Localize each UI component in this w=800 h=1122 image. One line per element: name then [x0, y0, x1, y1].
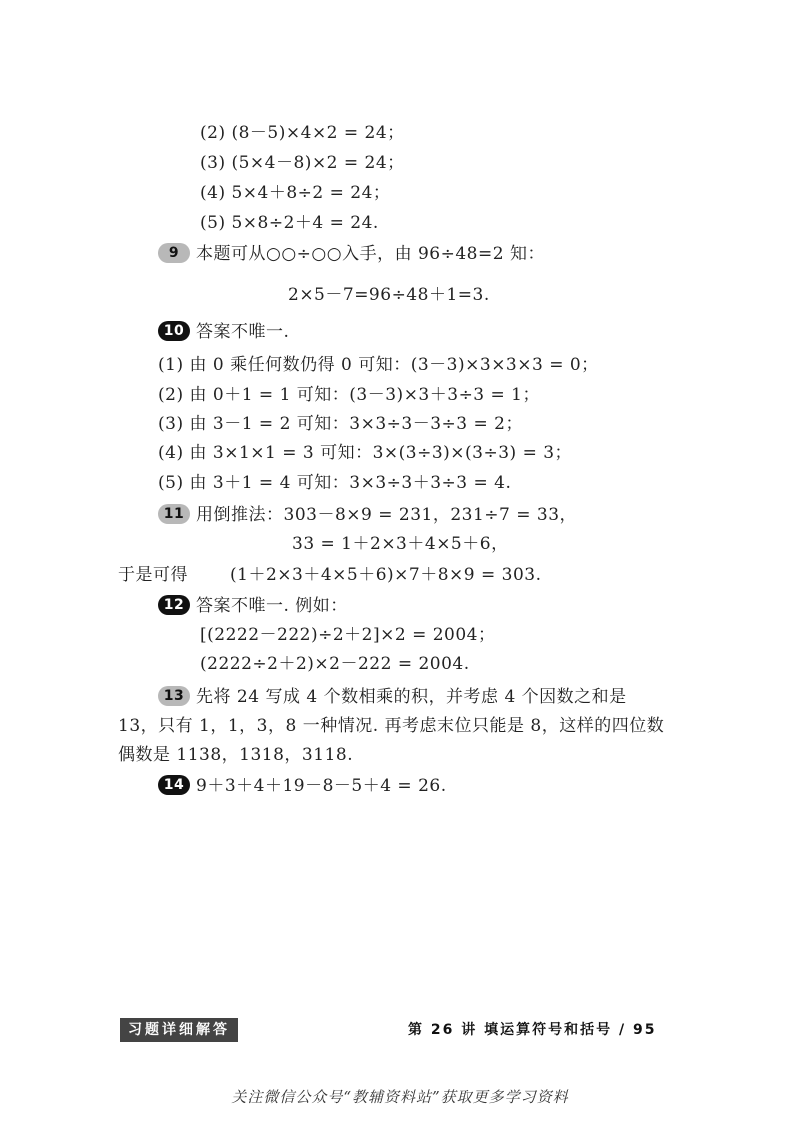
question-10 — [158, 319, 289, 345]
answer-line: 13，只有 1，1，3，8 一种情况. 再考虑末位只能是 8，这样的四位数 — [118, 716, 665, 736]
equation: (2222÷2＋2)×2－222 = 2004. — [200, 654, 470, 674]
question-13 — [158, 684, 627, 710]
question-number-badge: 10 — [158, 321, 190, 341]
answer-line: (2) 由 0＋1 = 1 可知：(3－3)×3＋3÷3 = 1； — [158, 385, 540, 405]
question-text: 先将 24 写成 4 个数相乘的积，并考虑 4 个因数之和是 — [196, 687, 627, 707]
equation: 33 = 1＋2×3＋4×5＋6， — [292, 534, 509, 554]
question-text: 本题可从○○÷○○入手，由 96÷48=2 知： — [196, 244, 545, 264]
question-text: 9＋3＋4＋19－8－5＋4 = 26. — [196, 776, 447, 796]
question-14 — [158, 773, 447, 799]
section-label: 习题详细解答 — [120, 1018, 238, 1042]
question-9 — [158, 241, 545, 267]
question-text: 答案不唯一. 例如： — [196, 596, 348, 616]
answer-line: 偶数是 1138，1318，3118. — [118, 745, 354, 765]
answer-line: (3) 由 3－1 = 2 可知：3×3÷3－3÷3 = 2； — [158, 414, 523, 434]
question-number-badge: 13 — [158, 686, 190, 706]
question-number-badge: 9 — [158, 243, 190, 263]
answer-line: (4) 5×4＋8÷2 = 24； — [200, 183, 391, 203]
answer-line: (5) 5×8÷2＋4 = 24. — [200, 213, 379, 233]
question-text: 答案不唯一. — [196, 322, 290, 342]
equation: (1＋2×3＋4×5＋6)×7＋8×9 = 303. — [230, 565, 542, 585]
question-number-badge: 12 — [158, 595, 190, 615]
answer-line: (5) 由 3＋1 = 4 可知：3×3÷3＋3÷3 = 4. — [158, 473, 512, 493]
page-header-info: 第 26 讲 填运算符号和括号 / 95 — [408, 1022, 657, 1038]
equation: [(2222－222)÷2＋2]×2 = 2004； — [200, 625, 496, 645]
answer-line — [118, 562, 542, 588]
question-number-badge: 14 — [158, 775, 190, 795]
answer-line: (2) (8－5)×4×2 = 24； — [200, 123, 405, 143]
question-12 — [158, 593, 348, 619]
question-11 — [158, 502, 577, 528]
answer-line: (1) 由 0 乘任何数仍得 0 可知：(3－3)×3×3×3 = 0； — [158, 355, 599, 375]
answer-line: (4) 由 3×1×1 = 3 可知：3×(3÷3)×(3÷3) = 3； — [158, 443, 573, 463]
question-text: 用倒推法：303－8×9 = 231，231÷7 = 33， — [196, 505, 578, 525]
watermark-text: 关注微信公众号“教辅资料站”获取更多学习资料 — [231, 1088, 569, 1106]
equation: 2×5－7=96÷48＋1=3. — [288, 285, 490, 305]
answer-line: (3) (5×4－8)×2 = 24； — [200, 153, 405, 173]
question-number-badge: 11 — [158, 504, 190, 524]
lead-text: 于是可得 — [118, 565, 188, 585]
